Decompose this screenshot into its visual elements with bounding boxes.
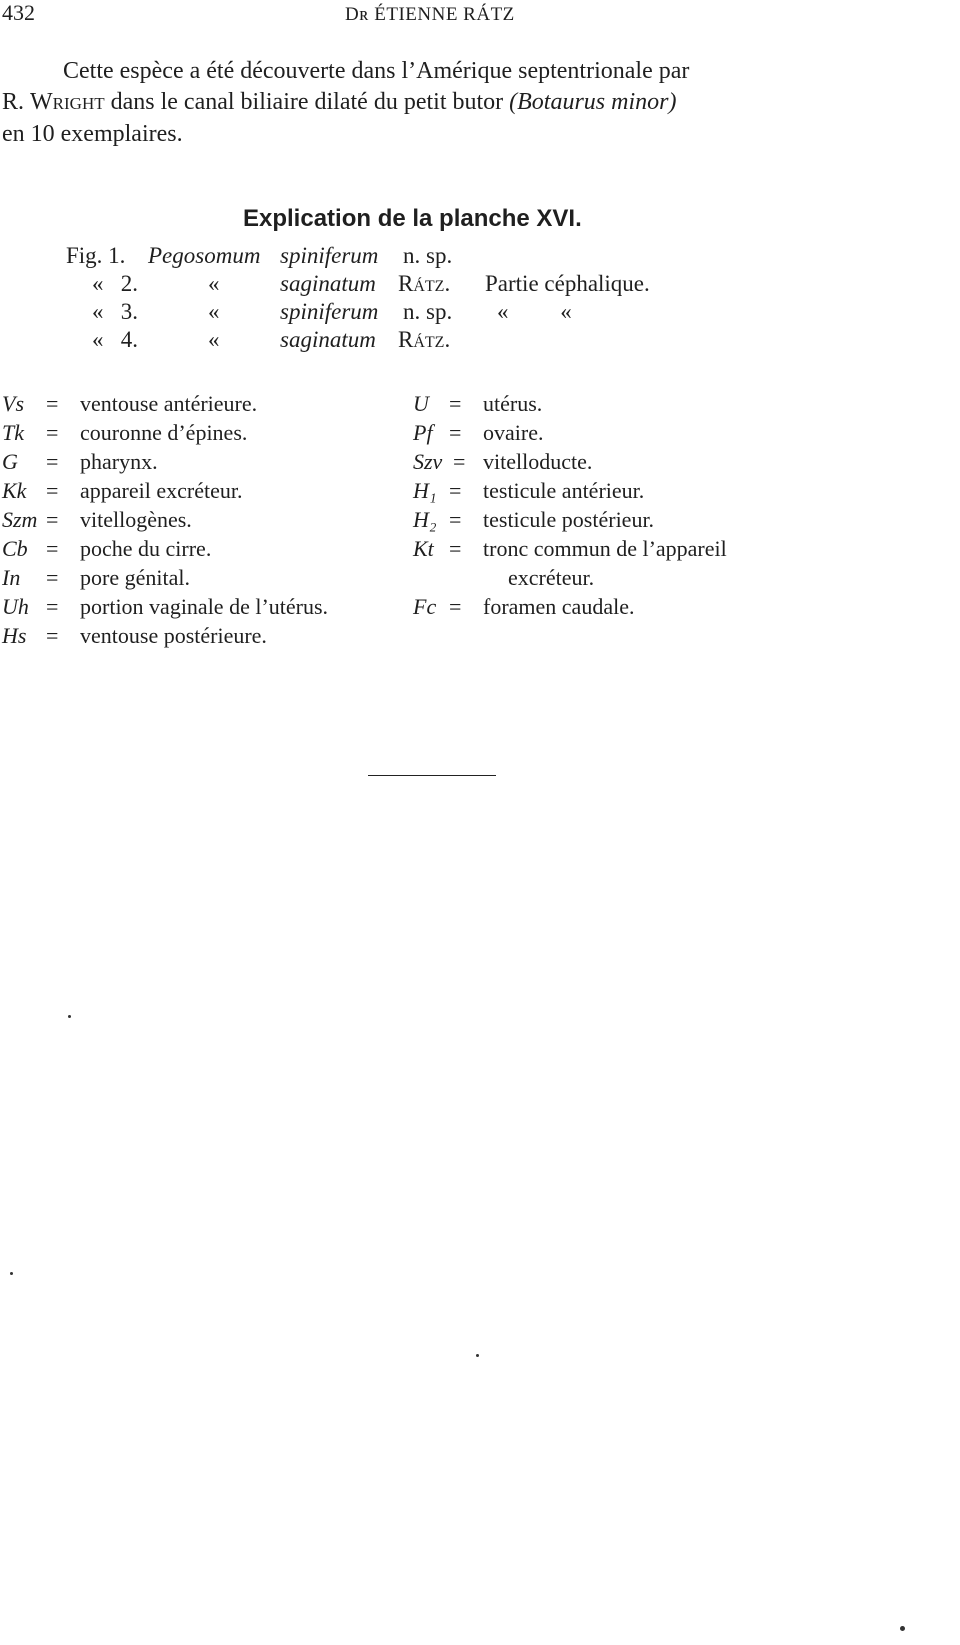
legend-text: utérus.	[483, 391, 543, 416]
figure-species: saginatum	[280, 327, 376, 352]
legend-equals: =	[46, 449, 59, 474]
legend-equals: =	[46, 507, 59, 532]
legend-abbr: Uh	[2, 594, 29, 619]
legend-equals: =	[453, 449, 466, 474]
legend-equals: =	[46, 594, 59, 619]
figure-genus: «	[208, 271, 220, 296]
legend-abbr: U	[413, 391, 429, 416]
legend-equals: =	[46, 565, 59, 590]
legend-abbr: Hs	[2, 623, 27, 648]
figure-author: n. sp.	[403, 299, 453, 324]
section-divider	[368, 775, 496, 776]
legend-abbr: G	[2, 449, 18, 474]
author-name: Wright	[30, 89, 105, 115]
figure-label: « 4.	[92, 327, 138, 352]
scan-speck	[10, 1272, 13, 1275]
legend-text: foramen caudale.	[483, 594, 635, 619]
figure-species: saginatum	[280, 271, 376, 296]
paragraph-line-2-text: dans le canal biliaire dilaté du petit butor	[110, 89, 504, 115]
legend-text: excréteur.	[508, 565, 595, 590]
legend-text: tronc commun de l’appareil	[483, 536, 727, 561]
legend-equals: =	[46, 623, 59, 648]
figure-species: spiniferum	[280, 299, 379, 324]
legend-equals: =	[449, 478, 462, 503]
legend-text: testicule postérieur.	[483, 507, 655, 532]
paragraph-line-3: en 10 exemplaires.	[2, 121, 183, 147]
figure-author: n. sp.	[403, 243, 453, 268]
legend-abbr: Fc	[413, 594, 437, 619]
legend-text: poche du cirre.	[80, 536, 212, 561]
legend-equals: =	[46, 478, 59, 503]
legend-abbr: Cb	[2, 536, 28, 561]
scan-speck	[476, 1354, 479, 1357]
figure-note: Partie céphalique.	[485, 271, 650, 296]
paragraph-line-2	[2, 89, 676, 116]
legend-text: testicule antérieur.	[483, 478, 645, 503]
paragraph-line-1: Cette espèce a été découverte dans l’Amérique septentrionale par	[63, 58, 690, 84]
figure-label: « 3.	[92, 299, 138, 324]
figure-genus: «	[208, 299, 220, 324]
legend-abbr: Kk	[2, 478, 27, 503]
legend-abbr: Kt	[413, 536, 434, 561]
legend-equals: =	[449, 507, 462, 532]
species-name: (Botaurus minor)	[509, 89, 677, 115]
page-number: 432	[2, 0, 35, 25]
legend-text: vitelloducte.	[483, 449, 593, 474]
figure-author: Rátz.	[398, 327, 451, 352]
author-initial: R.	[2, 89, 25, 115]
legend-equals: =	[46, 536, 59, 561]
figure-label: Fig. 1.	[66, 243, 126, 268]
legend-equals: =	[449, 420, 462, 445]
legend-abbr: Szv	[413, 449, 443, 474]
legend-text: ventouse antérieure.	[80, 391, 258, 416]
figure-author: Rátz.	[398, 271, 451, 296]
figure-genus: «	[208, 327, 220, 352]
figure-species: spiniferum	[280, 243, 379, 268]
figure-label: « 2.	[92, 271, 138, 296]
legend-text: pore génital.	[80, 565, 190, 590]
legend-text: ovaire.	[483, 420, 544, 445]
legend-equals: =	[46, 420, 59, 445]
legend-text: ventouse postérieure.	[80, 623, 267, 648]
legend-equals: =	[449, 391, 462, 416]
figure-note: « «	[497, 299, 572, 324]
legend-abbr: Szm	[2, 507, 38, 532]
legend-abbr: Tk	[2, 420, 24, 445]
legend-abbr: In	[2, 565, 21, 590]
legend-equals: =	[46, 391, 59, 416]
legend-text: couronne d’épines.	[80, 420, 248, 445]
legend-text: vitellogènes.	[80, 507, 192, 532]
legend-abbr: H₂	[413, 507, 437, 532]
legend-text: pharynx.	[80, 449, 158, 474]
legend-text: appareil excréteur.	[80, 478, 243, 503]
plate-heading: Explication de la planche XVI.	[243, 205, 582, 232]
running-title: Dʀ ÉTIENNE RÁTZ	[345, 4, 515, 25]
legend-equals: =	[449, 594, 462, 619]
legend-text: portion vaginale de l’utérus.	[80, 594, 329, 619]
legend-abbr: Pf	[413, 420, 433, 445]
scan-speck	[900, 1626, 905, 1631]
legend-abbr: Vs	[2, 391, 24, 416]
legend-equals: =	[449, 536, 462, 561]
scan-speck	[68, 1015, 71, 1018]
legend-abbr: H₁	[413, 478, 437, 503]
figure-genus: Pegosomum	[148, 243, 261, 268]
